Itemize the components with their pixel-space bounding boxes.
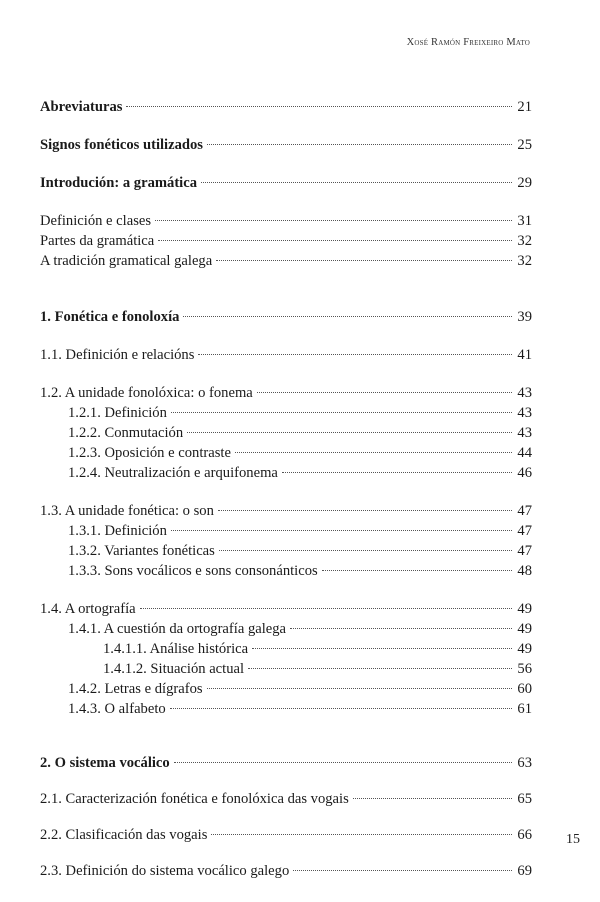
dot-leader <box>211 834 512 835</box>
toc-entry-page: 43 <box>517 425 532 441</box>
toc-entry-page: 60 <box>517 681 532 697</box>
toc-entry-page: 21 <box>517 99 532 115</box>
toc-entry-label: 2.1. Caracterización fonética e fonolóxica das vogais <box>40 791 349 807</box>
toc-entry-page: 43 <box>517 385 532 401</box>
toc-entry <box>40 383 532 403</box>
toc-entry-page: 49 <box>517 601 532 617</box>
toc-entry-page: 61 <box>517 701 532 717</box>
toc-entry <box>40 251 532 271</box>
dot-leader <box>219 550 512 551</box>
toc-entry-page: 47 <box>517 523 532 539</box>
toc-entry-page: 32 <box>517 233 532 249</box>
toc-entry-page: 46 <box>517 465 532 481</box>
toc-entry <box>40 97 532 117</box>
toc-entry-label: 1.4.2. Letras e dígrafos <box>68 681 203 697</box>
toc-entry-label: 1. Fonética e fonoloxía <box>40 309 180 325</box>
toc-entry <box>40 521 532 541</box>
toc-entry-page: 47 <box>517 543 532 559</box>
table-of-contents <box>40 97 532 881</box>
toc-entry-label: 1.2.1. Definición <box>68 405 167 421</box>
dot-leader <box>207 144 512 145</box>
toc-entry-page: 48 <box>517 563 532 579</box>
toc-entry-label: Definición e clases <box>40 213 152 229</box>
toc-entry-page: 43 <box>517 405 532 421</box>
dot-leader <box>235 452 512 453</box>
dot-leader <box>187 432 512 433</box>
toc-entry-page: 69 <box>517 863 532 879</box>
toc-entry-page: 66 <box>517 827 532 843</box>
toc-entry <box>40 231 532 251</box>
toc-entry-label: 1.3.1. Definición <box>68 523 167 539</box>
toc-entry-label: 1.1. Definición e relacións <box>40 347 195 363</box>
toc-entry-label: 1.4. A ortografía <box>40 601 136 617</box>
toc-entry-label: 1.2.3. Oposición e contraste <box>68 445 231 461</box>
toc-entry-label: Partes da gramática <box>40 233 155 249</box>
dot-leader <box>257 392 512 393</box>
toc-entry <box>40 789 532 809</box>
toc-entry <box>40 825 532 845</box>
toc-entry <box>40 619 532 639</box>
toc-entry-label: 1.4.1.2. Situación actual <box>103 661 245 677</box>
toc-entry-label: 1.2.4. Neutralización e arquifonema <box>68 465 278 481</box>
toc-entry <box>40 561 532 581</box>
toc-entry-label: Abreviaturas <box>40 99 123 115</box>
toc-entry-label: 2.2. Clasificación das vogais <box>40 827 208 843</box>
toc-entry <box>40 443 532 463</box>
toc-entry <box>40 423 532 443</box>
dot-leader <box>282 472 512 473</box>
toc-entry-label: 1.3.3. Sons vocálicos e sons consonánticos <box>68 563 318 579</box>
dot-leader <box>322 570 512 571</box>
toc-entry-page: 29 <box>517 175 532 191</box>
toc-entry <box>40 753 532 773</box>
toc-entry-label: 2. O sistema vocálico <box>40 755 170 771</box>
toc-entry-page: 47 <box>517 503 532 519</box>
toc-entry-label: 1.4.1.1. Análise histórica <box>103 641 249 657</box>
toc-entry <box>40 403 532 423</box>
toc-entry <box>40 699 532 719</box>
dot-leader <box>293 870 512 871</box>
toc-entry-label: A tradición gramatical galega <box>40 253 213 269</box>
toc-entry-page: 56 <box>517 661 532 677</box>
dot-leader <box>198 354 512 355</box>
toc-entry <box>40 463 532 483</box>
dot-leader <box>252 648 512 649</box>
running-header: Xosé Ramón Freixeiro Mato <box>406 37 530 48</box>
toc-entry-page: 39 <box>517 309 532 325</box>
toc-entry-label: 1.2.2. Conmutación <box>68 425 184 441</box>
toc-entry <box>40 861 532 881</box>
dot-leader <box>155 220 512 221</box>
toc-entry-label: 2.3. Definición do sistema vocálico galego <box>40 863 290 879</box>
toc-entry <box>40 541 532 561</box>
dot-leader <box>171 530 512 531</box>
toc-entry-page: 49 <box>517 641 532 657</box>
toc-entry-page: 25 <box>517 137 532 153</box>
toc-entry <box>40 307 532 327</box>
toc-entry <box>40 173 532 193</box>
toc-entry-page: 44 <box>517 445 532 461</box>
dot-leader <box>126 106 512 107</box>
toc-entry-label: 1.3. A unidade fonética: o son <box>40 503 214 519</box>
toc-entry <box>40 345 532 365</box>
dot-leader <box>171 412 512 413</box>
toc-entry-label: 1.3.2. Variantes fonéticas <box>68 543 215 559</box>
dot-leader <box>158 240 512 241</box>
toc-entry-page: 41 <box>517 347 532 363</box>
toc-entry <box>40 501 532 521</box>
toc-entry-page: 65 <box>517 791 532 807</box>
toc-entry-label: 1.2. A unidade fonolóxica: o fonema <box>40 385 253 401</box>
toc-entry-label: Introdución: a gramática <box>40 175 198 191</box>
toc-entry-page: 49 <box>517 621 532 637</box>
toc-entry <box>40 135 532 155</box>
toc-entry-label: 1.4.3. O alfabeto <box>68 701 166 717</box>
toc-entry-page: 32 <box>517 253 532 269</box>
dot-leader <box>353 798 512 799</box>
toc-entry-label: 1.4.1. A cuestión da ortografía galega <box>68 621 287 637</box>
page-number: 15 <box>566 832 580 847</box>
dot-leader <box>201 182 512 183</box>
dot-leader <box>183 316 512 317</box>
dot-leader <box>174 762 512 763</box>
toc-entry-label: Signos fonéticos utilizados <box>40 137 203 153</box>
toc-entry-page: 31 <box>517 213 532 229</box>
toc-entry <box>40 599 532 619</box>
toc-entry-page: 63 <box>517 755 532 771</box>
dot-leader <box>140 608 512 609</box>
toc-entry <box>40 211 532 231</box>
dot-leader <box>216 260 512 261</box>
dot-leader <box>218 510 512 511</box>
dot-leader <box>290 628 512 629</box>
dot-leader <box>207 688 512 689</box>
toc-entry <box>40 679 532 699</box>
toc-entry <box>40 659 532 679</box>
dot-leader <box>248 668 512 669</box>
dot-leader <box>170 708 512 709</box>
toc-entry <box>40 639 532 659</box>
